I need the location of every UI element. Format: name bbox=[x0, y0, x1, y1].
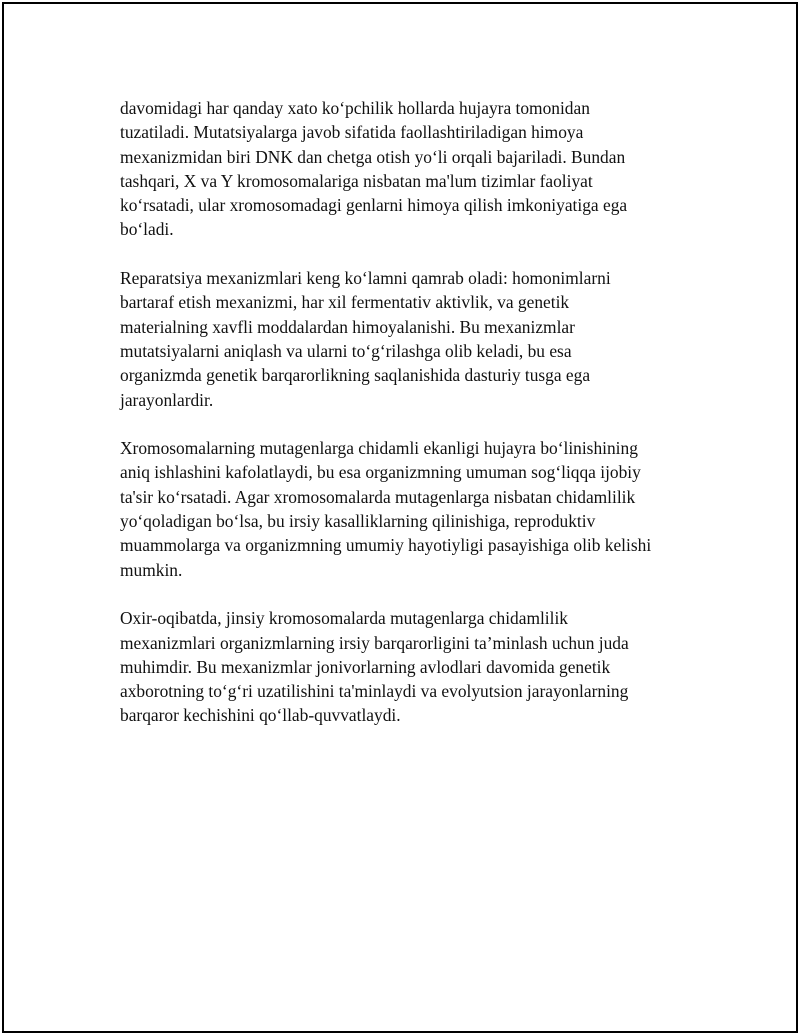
paragraph-3: Xromosomalarning mutagenlarga chidamli ekanligi hujayra bo‘linishining aniq ishlashini kafolatlaydi, bu esa organizmning umuman sog‘liqqa ijobiy ta'sir ko‘rsatadi. Agar xromosomalarda mutagenlarga nisbatan chidamlilik yo‘qoladigan bo‘lsa, bu irsiy kasalliklarning qilinishiga, reproduktiv muammolarga va organizmning umumiy hayotiyligi pasayishiga olib kelishi mumkin. bbox=[120, 438, 652, 580]
paragraph-2: Reparatsiya mexanizmlari keng ko‘lamni qamrab oladi: homonimlarni bartaraf etish mexanizmi, har xil fermentativ aktivlik, va genetik materialning xavfli moddalardan himoyalanishi. Bu mexanizmlar mutatsiyalarni aniqlash va ularni to‘g‘rilashga olib keladi, bu esa organizmda genetik barqarorlikning saqlanishida dasturiy tusga ega jarayonlardir. bbox=[120, 268, 611, 410]
paragraph-4: Oxir-oqibatda, jinsiy kromosomalarda mutagenlarga chidamlilik mexanizmlari organizmlarning irsiy barqarorligini ta’minlash uchun juda muhimdir. Bu mexanizmlar jonivorlarning avlodlari davomida genetik axborotning to‘g‘ri uzatilishini ta'minlaydi va evolyutsion jarayonlarning barqaror kechishini qo‘llab-quvvatlaydi. bbox=[120, 608, 629, 726]
paragraph-1: davomidagi har qanday xato ko‘pchilik hollarda hujayra tomonidan tuzatiladi. Mutatsiyalarga javob sifatida faollashtiriladigan himoya mexanizmidan biri DNK dan chetga otish yo‘li orqali bajariladi. Bundan tashqari, X va Y kromosomalariga nisbatan ma'lum tizimlar faoliyat ko‘rsatadi, ular xromosomadagi genlarni himoya qilish imkoniyatiga ega bo‘ladi. bbox=[120, 98, 628, 240]
document-body bbox=[120, 96, 700, 752]
document-page bbox=[2, 2, 798, 1033]
